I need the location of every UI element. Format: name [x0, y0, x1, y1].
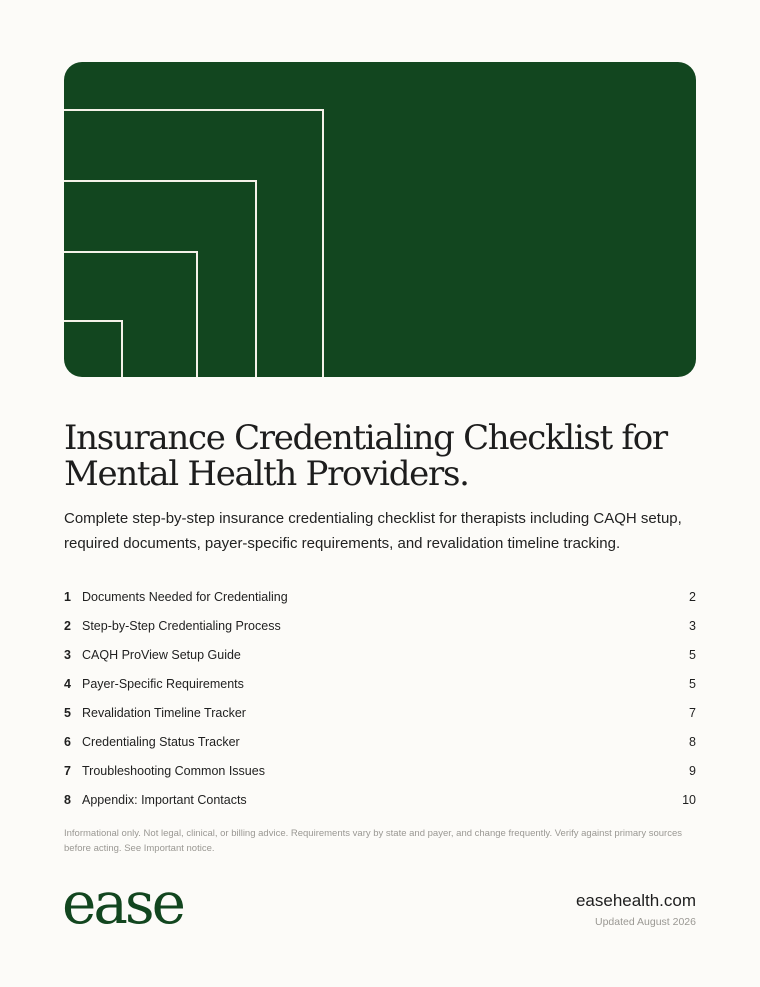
- toc-item-payer[interactable]: [64, 669, 696, 698]
- toc-item-status[interactable]: [64, 727, 696, 756]
- toc-page-number: 5: [689, 676, 696, 691]
- toc-page-number: 3: [689, 618, 696, 633]
- medium-square-outline: [64, 252, 197, 377]
- toc-label: Credentialing Status Tracker: [82, 734, 240, 749]
- toc-number: 1: [64, 589, 71, 604]
- toc-item-documents[interactable]: [64, 582, 696, 611]
- toc-number: 2: [64, 618, 71, 633]
- toc-page-number: 7: [689, 705, 696, 720]
- toc-item-process[interactable]: [64, 611, 696, 640]
- toc-label: Step-by-Step Credentialing Process: [82, 618, 281, 633]
- toc-number: 6: [64, 734, 71, 749]
- nested-squares-graphic: [64, 62, 696, 377]
- toc-label: Revalidation Timeline Tracker: [82, 705, 246, 720]
- toc-label: Appendix: Important Contacts: [82, 792, 247, 807]
- page-title: Insurance Credentialing Checklist for Mental Health Providers.: [64, 418, 667, 494]
- table-of-contents: [64, 582, 696, 814]
- toc-item-revalidation[interactable]: [64, 698, 696, 727]
- toc-item-caqh[interactable]: [64, 640, 696, 669]
- toc-page-number: 8: [689, 734, 696, 749]
- website-link[interactable]: easehealth.com: [575, 891, 696, 910]
- toc-item-appendix[interactable]: [64, 785, 696, 814]
- toc-page-number: 5: [689, 647, 696, 662]
- toc-number: 4: [64, 676, 71, 691]
- toc-number: 8: [64, 792, 71, 807]
- toc-number: 5: [64, 705, 71, 720]
- toc-label: Payer-Specific Requirements: [82, 676, 244, 691]
- toc-label: Troubleshooting Common Issues: [82, 763, 265, 778]
- disclaimer-text: Informational only. Not legal, clinical, or billing advice. Requirements vary by state and payer, and change frequently. Verify against primary sources before acting. See Important notice.: [64, 828, 682, 854]
- toc-label: CAQH ProView Setup Guide: [82, 647, 241, 662]
- toc-page-number: 9: [689, 763, 696, 778]
- ease-logo: ease: [62, 869, 183, 937]
- hero-banner: [64, 62, 696, 377]
- toc-number: 7: [64, 763, 71, 778]
- large-square-outline: [64, 181, 256, 377]
- small-square-outline: [64, 321, 122, 377]
- updated-date: Updated August 2026: [594, 916, 696, 928]
- toc-number: 3: [64, 647, 71, 662]
- toc-item-troubleshooting[interactable]: [64, 756, 696, 785]
- toc-label: Documents Needed for Credentialing: [82, 589, 288, 604]
- toc-page-number: 10: [682, 792, 696, 807]
- toc-page-number: 2: [689, 589, 696, 604]
- outer-square-outline: [64, 110, 323, 377]
- page-subtitle: Complete step-by-step insurance credentialing checklist for therapists including CAQH setup, required documents, payer-specific requirements, and revalidation timeline tracking.: [64, 510, 682, 552]
